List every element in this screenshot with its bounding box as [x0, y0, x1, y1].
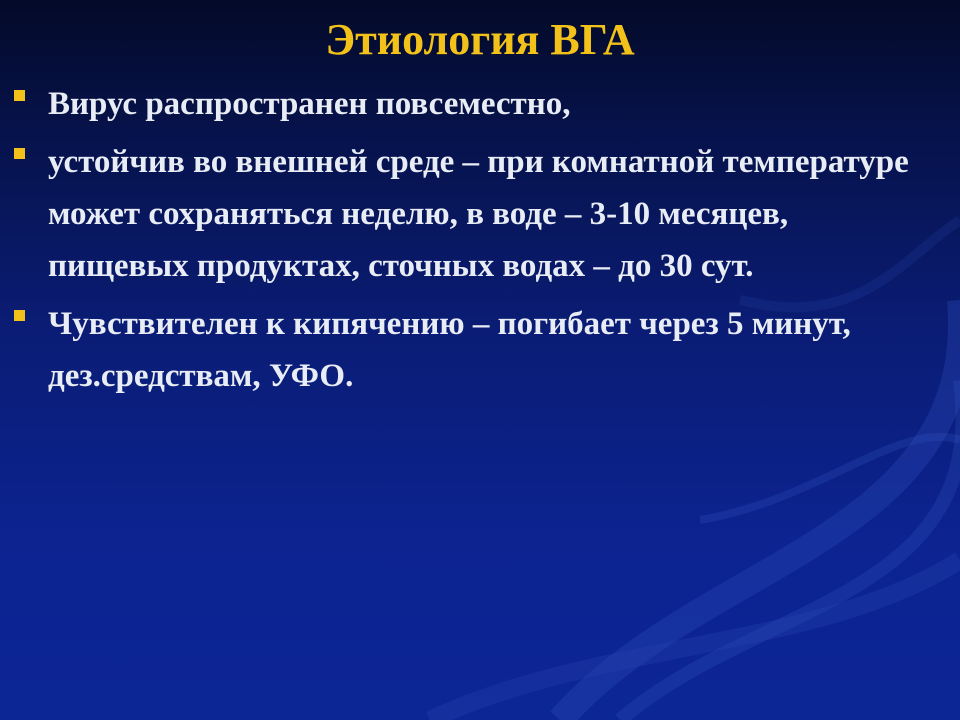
- bullet-text: Чувствителен к кипячению – погибает через 5 минут, дез.средствам, УФО.: [48, 306, 851, 394]
- bullet-item: [14, 136, 934, 292]
- bullet-text: устойчив во внешней среде – при комнатной температуре может сохраняться неделю, в воде – 3-10 месяцев, пищевых продуктах, сточных водах – до 30 сут.: [48, 144, 909, 284]
- bullet-item: [14, 298, 934, 402]
- square-bullet-icon: [14, 148, 25, 159]
- square-bullet-icon: [14, 310, 25, 321]
- bullet-item: [14, 78, 934, 130]
- square-bullet-icon: [14, 90, 25, 101]
- bullet-list: [14, 78, 934, 408]
- bullet-text: Вирус распространен повсеместно,: [48, 86, 571, 122]
- slide-title: Этиология ВГА: [325, 15, 635, 64]
